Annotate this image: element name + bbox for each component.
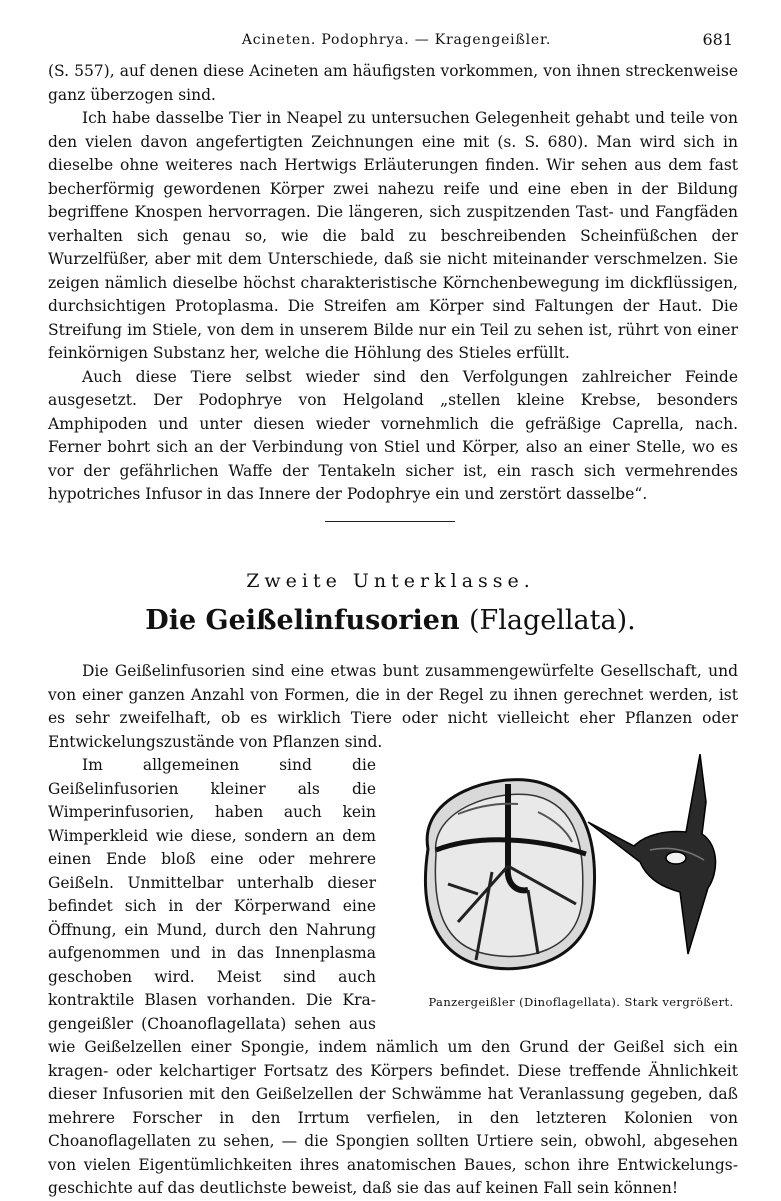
section-flagellata-text (48, 660, 738, 1201)
running-head (60, 32, 733, 54)
title-german: Die Geißelinfusorien (145, 605, 460, 636)
paragraph-text: Im allgemeinen sind die Geißelinfusorien kleiner als die Wimperinfusorien, haben auch kein Wimperkleid wie diese, sondern an dem einen Ende bloß eine oder mehrere Geißeln. Unmittelbar unterhalb dieser befindet sich in der Körperwand eine Öffnung, ein Mund, durch den Nahrung aufgenommen und in das Innenplasma geschoben wird. Meist sind auch kontraktile Blasen vorhanden. Die Kragengeißler (Choanoflagellata) sehen aus wie Geißelzellen einer Spongie, indem nämlich um den Grund der Geißel sich ein kragen- oder kelchartiger Fortsatz des Körpers befindet. Diese treffende Ähnlichkeit dieser Infusorien mit den Geißelzellen der Schwämme hat Veranlassung gegeben, daß mehrere Forscher in den Irrtum verfielen, in den letzteren Kolonien von Choanoflagellaten zu sehen, — die Spongien sollten Urtiere sein, obwohl, abgesehen von vielen Eigentümlichkeiten ihres anatomischen Baues, schon ihre Entwickelungsgeschichte auf das deutlichste beweist, daß sie das auf keinen Fall sein können! (48, 756, 738, 1197)
paragraph: (S. 557), auf denen diese Acineten am häufigsten vorkommen, von ihnen streckenweise ganz überzogen sind. (48, 62, 738, 104)
figure-panzergeissler (388, 754, 740, 1009)
section-acineten-text (48, 60, 738, 507)
caption-name: Panzergeißler (428, 995, 515, 1009)
caption-note: Stark vergrößert. (624, 995, 734, 1009)
running-title: Acineten. Podophrya. — Kragengeißler. (241, 32, 552, 48)
title-latin: (Flagellata). (469, 605, 636, 636)
page-number: 681 (702, 30, 733, 49)
section-title (0, 605, 781, 636)
dinoflagellate-right (588, 754, 716, 954)
paragraph-with-figure (48, 754, 738, 1201)
paragraph: Die Geißelinfusorien sind eine etwas bunt zusammengewürfelte Gesellschaft, und von einer ganzen Anzahl von Formen, die in der Regel zu ihnen gerechnet werden, ist es sehr zweifelhaft, ob es wirklich Tiere oder nicht vielleicht eher Pflanzen oder Entwickelungszustände von Pflanzen sind. (48, 662, 738, 751)
subclass-heading: Zweite Unterklasse. (246, 570, 535, 592)
section-divider (325, 521, 455, 522)
dinoflagellate-illustration (388, 754, 740, 986)
dinoflagellate-left (425, 780, 594, 969)
paragraph: Auch diese Tiere selbst wieder sind den Verfolgungen zahlreicher Feinde ausgesetzt. Der Podophrye von Helgoland „stellen kleine Krebse, besonders Amphipoden und unter diesen wieder vornehmlich die gefräßige Caprella, nach. Ferner bohrt sich an der Verbindung von Stiel und Körper, also an einer Stelle, wo es vor der gefährlichen Waffe der Tentakeln sicher ist, ein rasch sich vermehrendes hypotriches Infusor in das Innere der Podophrye ein und zerstört dasselbe“. (48, 367, 738, 503)
figure-caption (388, 995, 740, 1009)
paragraph: Ich habe dasselbe Tier in Neapel zu untersuchen Gelegenheit gehabt und teile von den vielen davon angefertigten Zeichnungen eine mit (s. S. 680). Man wird sich in dieselbe ohne weiteres nach Hertwigs Erläuterungen finden. Wir sehen aus dem fast becherförmig gewordenen Körper zwei nahezu reife und eine eben in der Bildung begriffene Knospen hervorragen. Die längeren, sich zuspitzenden Tast- und Fangfäden verhalten sich genau so, wie die bald zu beschreibenden Scheinfüßchen der Wurzelfüßer, aber mit dem Unterschiede, daß sie nicht miteinander verschmelzen. Sie zeigen nämlich dieselbe höchst charakteristische Körnchenbewegung im dickflüssigen, durchsichtigen Protoplasma. Die Streifen am Körper sind Faltungen der Haut. Die Streifung im Stiele, von dem in unserem Bilde nur ein Teil zu sehen ist, rührt von einer feinkörnigen Substanz her, welche die Höhlung des Stieles erfüllt. (48, 109, 738, 362)
caption-latin: (Dinoflagellata). (519, 995, 621, 1009)
